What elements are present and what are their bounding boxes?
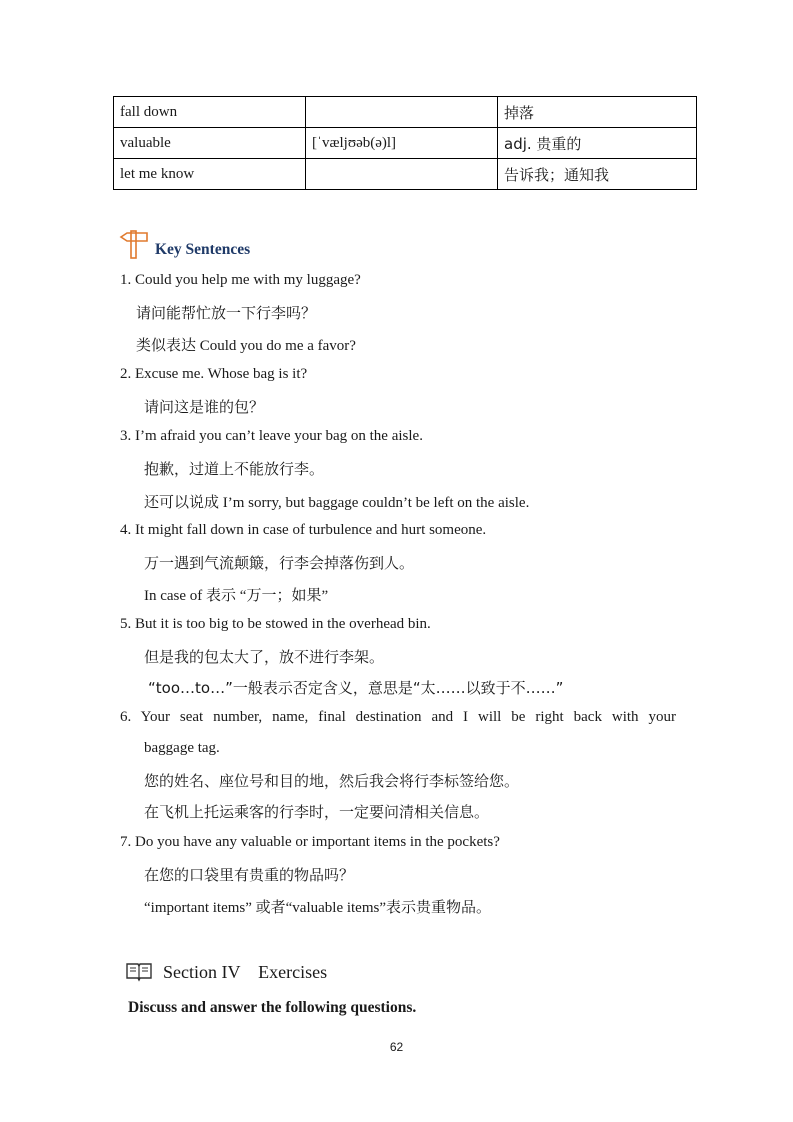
vocab-phonetic: [ˈvæljʊəb(ə)l]	[306, 128, 498, 159]
page-number: 62	[389, 1040, 404, 1054]
vocab-word: fall down	[114, 97, 306, 128]
sentence-5-note: “too…to…”一般表示否定含义，意思是“太……以致于不……”	[148, 679, 564, 697]
vocab-word: valuable	[114, 128, 306, 159]
sentence-4-translation: 万一遇到气流颠簸，行李会掉落伤到人。	[144, 554, 415, 572]
sentence-2: 2. Excuse me. Whose bag is it?	[120, 366, 308, 382]
vocab-phonetic	[306, 159, 498, 190]
section-heading: Key Sentences	[155, 241, 251, 258]
sentence-5: 5. But it is too big to be stowed in the overhead bin.	[120, 616, 431, 632]
sentence-1-note: 类似表达 Could you do me a favor?	[136, 338, 356, 354]
sentence-2-translation: 请问这是谁的包？	[144, 398, 265, 416]
table-row	[114, 159, 697, 190]
sentence-6: 6. Your seat number, name, final destination and I will be right back with your	[120, 709, 676, 725]
sentence-7-note: “important items” 或者“valuable items”表示贵重物品。	[144, 900, 492, 916]
signpost-icon	[119, 228, 149, 260]
instruction: Discuss and answer the following questions.	[128, 999, 417, 1016]
sentence-1-translation: 请问能帮忙放一下行李吗？	[136, 304, 317, 322]
sentence-3-note: 还可以说成 I’m sorry, but baggage couldn’t be left on the aisle.	[144, 495, 530, 511]
sentence-3: 3. I’m afraid you can’t leave your bag on the aisle.	[120, 428, 423, 444]
sentence-6-translation: 您的姓名、座位号和目的地，然后我会将行李标签给您。	[144, 772, 520, 790]
sentence-1: 1. Could you help me with my luggage?	[120, 272, 361, 288]
sentence-5-translation: 但是我的包太大了，放不进行李架。	[144, 648, 385, 666]
sentence-7: 7. Do you have any valuable or important items in the pockets?	[120, 834, 500, 850]
book-icon	[125, 960, 153, 982]
sentence-3-translation: 抱歉，过道上不能放行李。	[144, 460, 325, 478]
sentence-6-note: 在飞机上托运乘客的行李时，一定要问清相关信息。	[144, 803, 490, 821]
sentence-6-continued: baggage tag.	[144, 740, 220, 756]
vocab-word: let me know	[114, 159, 306, 190]
vocab-table	[113, 96, 697, 190]
sentence-4: 4. It might fall down in case of turbulence and hurt someone.	[120, 522, 487, 538]
vocab-meaning: adj. 贵重的	[498, 128, 697, 159]
sentence-7-translation: 在您的口袋里有贵重的物品吗？	[144, 866, 355, 884]
table-row	[114, 128, 697, 159]
vocab-meaning: 告诉我；通知我	[498, 159, 697, 190]
sentence-4-note: In case of 表示 “万一；如果”	[144, 588, 329, 604]
section-title: Section IV Exercises	[163, 962, 328, 982]
vocab-meaning: 掉落	[498, 97, 697, 128]
vocab-phonetic	[306, 97, 498, 128]
table-row	[114, 97, 697, 128]
